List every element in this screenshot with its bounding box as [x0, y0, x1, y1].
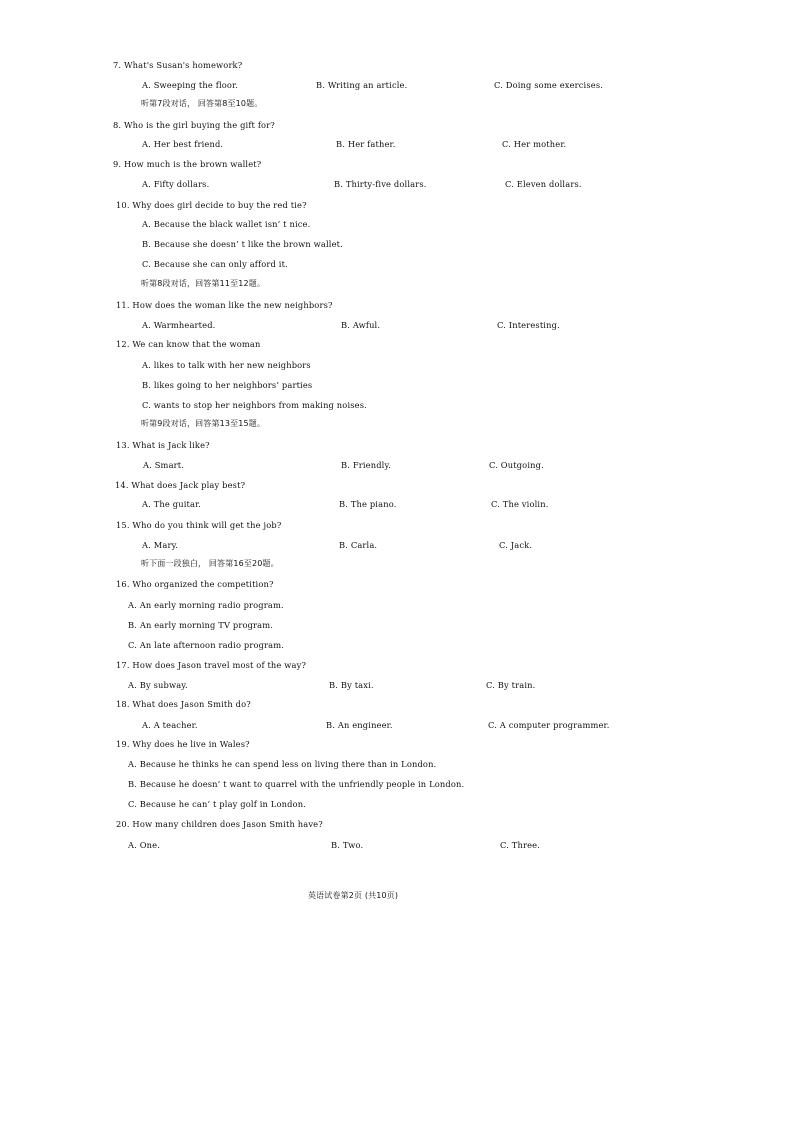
option-b: B. Thirty-five dollars.: [334, 179, 427, 189]
question-stem: 18. What does Jason Smith do?: [116, 699, 251, 709]
option-b: B. Her father.: [336, 139, 396, 149]
option-c: C. Jack.: [499, 540, 533, 550]
option-a: A. One.: [128, 840, 161, 850]
option-c: C. Because he can’ t play golf in London.: [128, 799, 306, 809]
question-stem: 8. Who is the girl buying the gift for?: [113, 120, 275, 130]
question-stem: 12. We can know that the woman: [116, 339, 261, 349]
question-stem: 14. What does Jack play best?: [115, 480, 246, 490]
option-a: A. Her best friend.: [142, 139, 224, 149]
question-stem: 15. Who do you think will get the job?: [116, 520, 282, 530]
question-stem: 9. How much is the brown wallet?: [113, 159, 262, 169]
question-stem: 13. What is Jack like?: [116, 440, 210, 450]
option-a: A. likes to talk with her new neighbors: [142, 360, 311, 370]
option-c: C. A computer programmer.: [488, 720, 610, 730]
question-stem: 16. Who organized the competition?: [116, 579, 274, 589]
option-a: A. The guitar.: [142, 499, 202, 509]
option-c: C. Three.: [500, 840, 540, 850]
option-a: A. Because he thinks he can spend less on living there than in London.: [128, 759, 437, 769]
option-a: A. Fifty dollars.: [142, 179, 210, 189]
option-c: C. Doing some exercises.: [494, 80, 604, 90]
option-b: B. Carla.: [339, 540, 378, 550]
option-b: B. Writing an article.: [316, 80, 408, 90]
option-c: C. An late afternoon radio program.: [128, 640, 285, 650]
option-c: C. Outgoing.: [489, 460, 544, 470]
option-a: A. Because the black wallet isn’ t nice.: [142, 219, 311, 229]
option-c: C. The violin.: [491, 499, 549, 509]
option-b: B. likes going to her neighbors’ parties: [142, 380, 313, 390]
option-c: C. By train.: [486, 680, 536, 690]
option-c: C. Eleven dollars.: [505, 179, 582, 189]
question-stem: 20. How many children does Jason Smith have?: [116, 819, 323, 829]
section-instruction: 听第8段对话，回答第11至12题。: [141, 279, 265, 288]
question-stem: 10. Why does girl decide to buy the red tie?: [116, 200, 307, 210]
option-b: B. Two.: [331, 840, 364, 850]
option-c: C. wants to stop her neighbors from making noises.: [142, 400, 367, 410]
option-a: A. A teacher.: [142, 720, 198, 730]
section-instruction: 听第9段对话，回答第13至15题。: [141, 419, 265, 428]
option-c: C. Because she can only afford it.: [142, 259, 288, 269]
option-a: A. An early morning radio program.: [128, 600, 284, 610]
question-stem: 17. How does Jason travel most of the way?: [116, 660, 307, 670]
option-b: B. An early morning TV program.: [128, 620, 274, 630]
option-b: B. Because she doesn’ t like the brown wallet.: [142, 239, 343, 249]
option-a: A. Mary.: [142, 540, 179, 550]
question-stem: 7. What's Susan's homework?: [113, 60, 243, 70]
option-b: B. The piano.: [339, 499, 397, 509]
option-b: B. An engineer.: [326, 720, 393, 730]
section-instruction: 听第7段对话， 回答第8至10题。: [141, 99, 263, 108]
option-c: C. Interesting.: [497, 320, 560, 330]
option-a: A. Warmhearted.: [142, 320, 216, 330]
option-b: B. By taxi.: [329, 680, 374, 690]
option-b: B. Awful.: [341, 320, 381, 330]
option-a: A. By subway.: [128, 680, 188, 690]
option-a: A. Sweeping the floor.: [142, 80, 239, 90]
question-stem: 19. Why does he live in Wales?: [116, 739, 250, 749]
section-instruction: 听下面一段独白， 回答第16至20题。: [141, 559, 279, 568]
page-footer: 英语试卷第2页 (共10页): [308, 891, 399, 900]
option-c: C. Her mother.: [502, 139, 567, 149]
option-b: B. Because he doesn’ t want to quarrel with the unfriendly people in London.: [128, 779, 465, 789]
question-stem: 11. How does the woman like the new neighbors?: [116, 300, 333, 310]
option-b: B. Friendly.: [341, 460, 391, 470]
option-a: A. Smart.: [143, 460, 185, 470]
